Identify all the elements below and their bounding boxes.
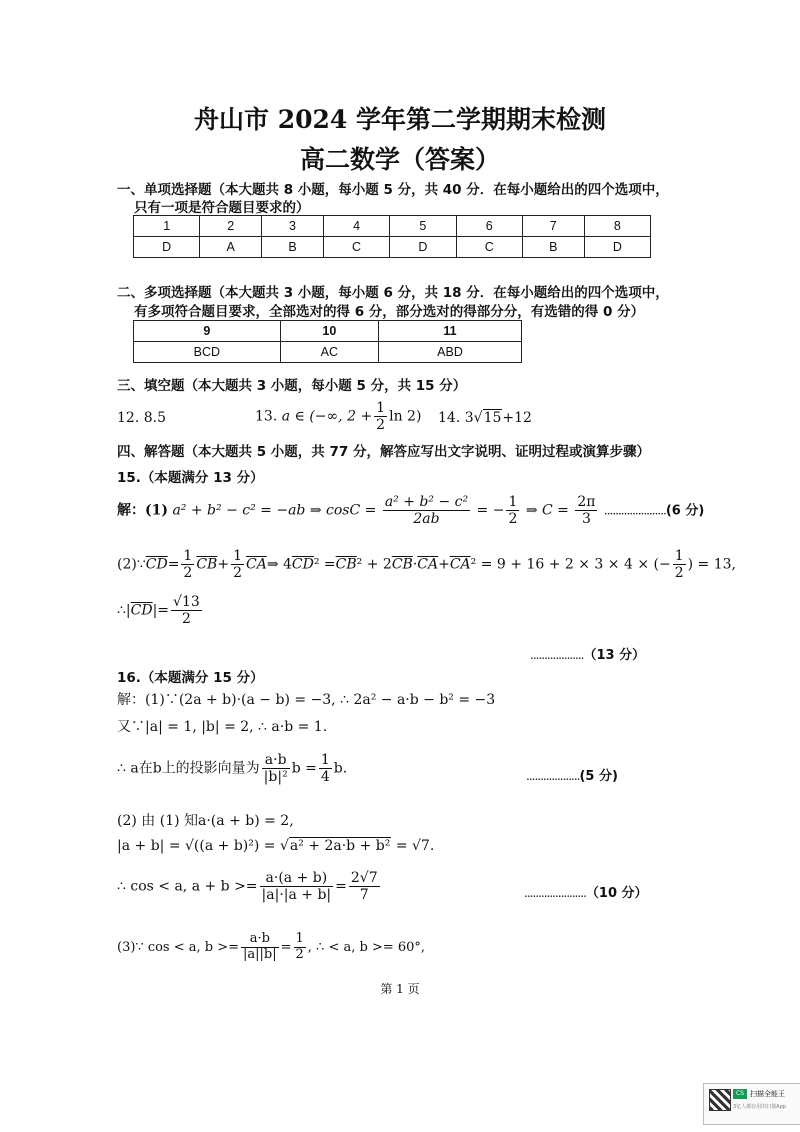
fraction-denominator: 7: [359, 887, 369, 904]
q15-p3-eq: =: [157, 602, 170, 619]
table-cell: 7: [522, 216, 584, 237]
fraction-numerator: 1: [674, 548, 684, 564]
answer-12-number: 12.: [117, 410, 140, 426]
vector-cd: $\overline{CD}$: [130, 602, 153, 619]
score-label: (6 分): [665, 503, 705, 519]
fraction-denominator: 2: [295, 946, 304, 962]
score-label: （10 分）: [585, 886, 648, 901]
q16-line2: 又∵|a| = 1, |b| = 2, ∴ a·b = 1.: [117, 719, 328, 735]
fraction-numerator: 1: [233, 548, 242, 564]
table-cell: D: [390, 237, 456, 258]
q15-p2-text: ² =: [313, 556, 336, 573]
q15-p3-fraction: [171, 594, 202, 627]
fraction-denominator: 2: [674, 565, 684, 582]
q15-p1-half: [506, 494, 519, 527]
q16-score1: [526, 765, 618, 784]
table-cell: 2: [200, 216, 262, 237]
q16-l5-b: = √7.: [395, 838, 435, 854]
fraction-numerator: 1: [376, 400, 386, 416]
table-cell: 5: [390, 216, 456, 237]
fraction-denominator: 2ab: [413, 511, 440, 528]
table-cell: 11: [379, 321, 522, 342]
section1-heading-cont: 只有一项是符合题目要求的）: [134, 200, 310, 216]
q16-line3: [117, 752, 347, 785]
answer-13-pre: a ∈ (−∞, 2 +: [281, 408, 373, 425]
q16-l6-result: [349, 870, 380, 903]
page-number: 第 1 页: [380, 982, 420, 996]
table-row: [134, 216, 651, 237]
q15-part1: [117, 494, 704, 527]
vector-cb: $\overline{CB}$: [196, 556, 218, 573]
q16-l7-pre: (3)∵ cos < a, b >=: [117, 939, 240, 955]
q15-part3: $\therefore|\overline{CD}|=$ $\frac{√13}{2}$: [117, 594, 200, 628]
q15-p2-half3: [673, 548, 686, 581]
q15-p1-a: a² + b² − c² = −ab ⇒ cos: [172, 502, 350, 519]
table-cell: D: [584, 237, 650, 258]
fraction-denominator: 2: [508, 511, 518, 528]
q15-p2-eq: =: [167, 556, 180, 573]
q16-score2: [524, 882, 648, 901]
page-subtitle: 高二数学（答案）: [299, 145, 500, 174]
q16-line1: 解：(1)∵(2a + b)·(a − b) = −3, ∴ 2a² − a·b − b² = −3: [117, 692, 496, 708]
q15-p1-eq: =: [364, 502, 377, 519]
q15-p1-result: [575, 494, 597, 527]
table-cell: D: [134, 237, 200, 258]
q16-l3-quarter: [319, 752, 332, 785]
fraction-numerator: 2π: [577, 494, 596, 510]
table-cell: 9: [134, 321, 281, 342]
section2-heading: 二、多项选择题（本大题共 3 小题，每小题 6 分，共 18 分．在每小题给出的四个选项中，: [117, 285, 669, 301]
answer-12: [117, 410, 166, 426]
table-cell: A: [200, 237, 262, 258]
q16-l3-mid: b =: [291, 760, 317, 777]
table-cell: BCD: [134, 342, 281, 363]
table-cell: 10: [280, 321, 378, 342]
q16-l7-post: , ∴ < a, b >= 60°,: [307, 939, 426, 955]
table-cell: C: [456, 237, 522, 258]
table-cell: 1: [134, 216, 200, 237]
scanner-tagline: 3亿人都在用的扫描App: [733, 1104, 786, 1110]
q15-p2-plus: +: [217, 556, 230, 573]
answer-13-fraction: [374, 400, 387, 433]
vector-ca: $\overline{CA}$: [417, 556, 439, 573]
table-row: [134, 321, 522, 342]
fraction-denominator: 2: [183, 565, 193, 582]
leader-dots: ...................: [530, 648, 584, 662]
q15-p2-half2: [231, 548, 244, 581]
fraction-numerator: a·b: [241, 932, 279, 948]
q15-heading: 15.（本题满分 13 分）: [117, 470, 264, 486]
fraction-denominator: 4: [320, 769, 330, 786]
page-title: 舟山市 2024 学年第二学期期末检测: [194, 105, 606, 134]
q16-l7-fraction: [241, 932, 279, 963]
fraction-numerator: 2√7: [350, 870, 378, 886]
q16-line6: [117, 870, 382, 903]
q15-solution-label: 解：(1): [117, 502, 168, 519]
answer-12-value: 8.5: [143, 410, 166, 426]
vector-cd: $\overline{CD}$: [291, 556, 314, 573]
answer-14-number: 14.: [438, 410, 461, 426]
table-row: [134, 342, 522, 363]
q16-l3-pre: ∴ a在b上的投影向量为: [117, 760, 260, 777]
therefore-symbol: ∴: [117, 602, 126, 619]
fraction-numerator: 1: [183, 548, 193, 564]
q16-l3-post: b.: [333, 760, 348, 777]
section2-heading-cont: 有多项符合题目要求，全部选对的得 6 分，部分选对的得部分分，有选错的得 0 分）: [134, 304, 645, 320]
fraction-numerator: 1: [508, 494, 518, 510]
q15-p1-b: = −: [476, 502, 505, 519]
scanner-brand: 扫描全能王: [750, 1090, 785, 1098]
fraction-denominator: 2: [376, 417, 386, 434]
score-label: (5 分): [579, 769, 618, 784]
fraction-denominator: |a|·|a + b|: [261, 887, 332, 904]
answer-13-post: ln 2): [389, 408, 422, 425]
q16-heading: 16.（本题满分 15 分）: [117, 670, 264, 686]
section1-heading: 一、单项选择题（本大题共 8 小题，每小题 5 分，共 40 分．在每小题给出的四个选项中，: [117, 182, 669, 198]
fraction-numerator: 1: [295, 931, 304, 946]
q16-l7-half: [294, 932, 306, 963]
q15-p1-c-result: ⇒ C =: [525, 502, 569, 519]
table-cell: B: [522, 237, 584, 258]
fraction-denominator: 2: [233, 565, 242, 582]
leader-dots: ...................: [526, 769, 580, 783]
q16-l5-a: |a + b| = √((a + b)²) =: [117, 838, 276, 854]
q16-l5-radicand: a² + 2a·b + b²: [289, 838, 391, 854]
q15-p2-text: +: [438, 556, 450, 573]
fraction-numerator: a² + b² − c²: [384, 494, 469, 510]
fraction-numerator: a·b: [262, 752, 290, 769]
q15-p2-text: ² + 2: [356, 556, 392, 573]
q16-l7-mid: =: [280, 939, 292, 955]
vector-ca: $\overline{CA}$: [449, 556, 471, 573]
multi-choice-table: [133, 320, 522, 363]
table-cell: B: [262, 237, 324, 258]
vector-ca: $\overline{CA}$: [246, 556, 267, 573]
table-cell: 4: [323, 216, 389, 237]
q15-p2-dot: ·: [412, 556, 418, 573]
q16-line4: (2) 由 (1) 知a·(a + b) = 2,: [117, 813, 294, 829]
q16-l6-pre: ∴ cos < a, a + b >=: [117, 878, 258, 895]
score-label: （13 分）: [583, 648, 646, 663]
answer-14-coef: 3: [464, 410, 474, 426]
section3-heading: 三、填空题（本大题共 3 小题，每小题 5 分，共 15 分）: [117, 378, 467, 394]
table-cell: 6: [456, 216, 522, 237]
q16-l6-eq: =: [335, 878, 347, 895]
q16-line7: [117, 932, 425, 963]
fraction-numerator: 1: [320, 752, 330, 768]
table-cell: AC: [280, 342, 378, 363]
answer-13-number: 13.: [255, 408, 278, 425]
q15-score-line: [530, 644, 645, 663]
q15-p2-text: ) = 13,: [687, 556, 736, 573]
q15-p2-text: ² = 9 + 16 + 2 × 3 × 4 × (−: [470, 556, 671, 573]
scanner-logo: CS: [733, 1089, 747, 1099]
fraction-denominator: 2: [181, 611, 191, 628]
leader-dots: ......................: [603, 503, 666, 518]
q15-p2-implies: ⇒ 4: [266, 556, 292, 573]
vector-cb: $\overline{CB}$: [335, 556, 357, 573]
fraction-denominator: |a||b|: [243, 946, 277, 962]
vector-cd: $\overline{CD}$: [145, 556, 168, 573]
table-cell: ABD: [379, 342, 522, 363]
q15-p1-fraction: [383, 494, 470, 527]
section4-heading: 四、解答题（本大题共 5 小题，共 77 分，解答应写出文字说明、证明过程或演算步骤）: [117, 444, 650, 460]
fraction-denominator: 3: [581, 511, 591, 528]
q15-p1-c: C: [349, 502, 361, 519]
answer-14-post: +12: [502, 410, 532, 426]
vector-cb: $\overline{CB}$: [391, 556, 413, 573]
table-row: [134, 237, 651, 258]
q15-part2: [117, 548, 736, 581]
table-cell: 3: [262, 216, 324, 237]
leader-dots: ......................: [524, 886, 586, 900]
answer-14: 14. 3√15+12: [438, 410, 532, 426]
q15-p2-half1: [181, 548, 194, 581]
table-cell: C: [323, 237, 389, 258]
q16-line5: |a + b| = √((a + b)²) = √a² + 2a·b + b² = √7.: [117, 838, 435, 854]
fraction-numerator: a·(a + b): [260, 870, 334, 887]
fraction-numerator: √13: [173, 594, 200, 610]
answer-13: [255, 400, 421, 433]
qr-code-icon: [709, 1089, 731, 1111]
fraction-denominator: |b|²: [263, 769, 288, 786]
table-cell: 8: [584, 216, 650, 237]
single-choice-table: [133, 215, 651, 258]
q15-p2-label: (2)∵: [117, 556, 146, 573]
q16-l3-fraction: [262, 752, 290, 785]
q16-l6-fraction: [260, 870, 334, 903]
answer-14-radicand: 15: [483, 410, 502, 426]
